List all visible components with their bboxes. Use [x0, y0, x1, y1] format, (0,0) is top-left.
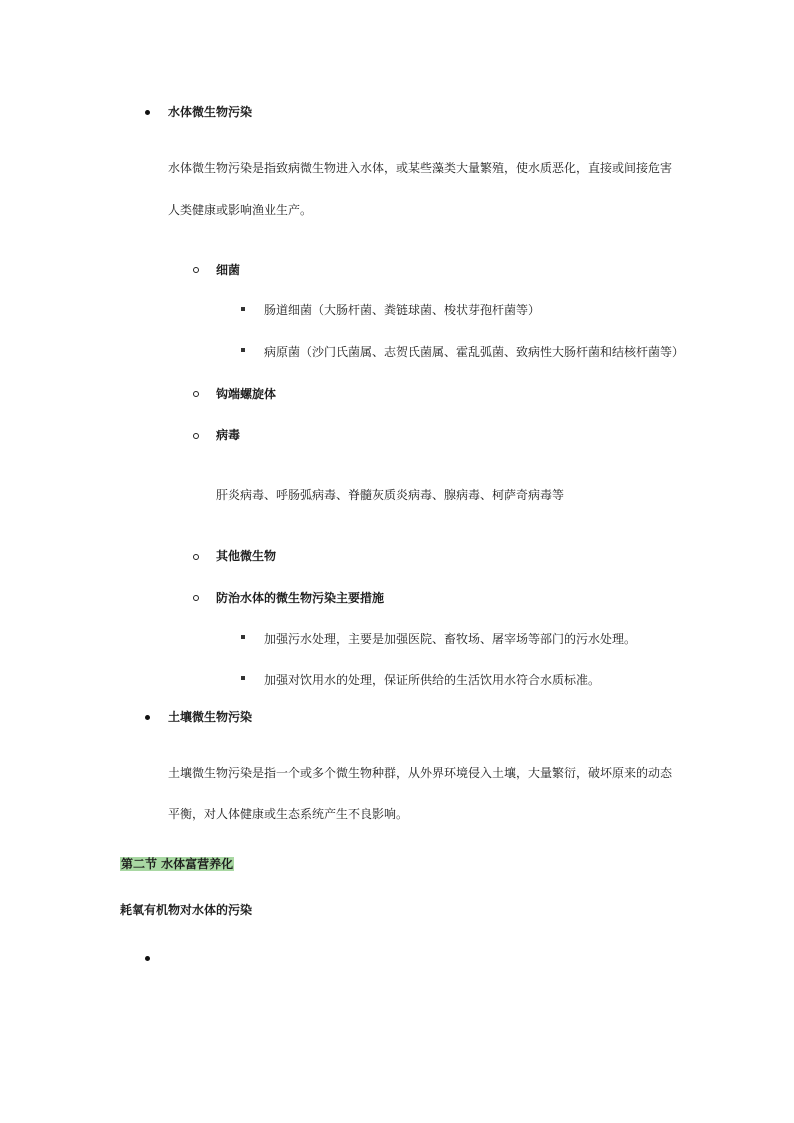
bullet-disc-icon: [145, 110, 150, 115]
item-measures: 防治水体的微生物污染主要措施: [216, 591, 385, 605]
list-item: 病原菌（沙门氏菌属、志贺氏菌属、霍乱弧菌、致病性大肠杆菌和结核杆菌等）: [264, 345, 685, 359]
item-virus: 病毒: [216, 428, 241, 442]
paragraph-line: 水体微生物污染是指致病微生物进入水体，或某些藻类大量繁殖，使水质恶化，直接或间接危害: [168, 161, 673, 175]
paragraph-line: 平衡，对人体健康或生态系统产生不良影响。: [168, 807, 409, 821]
heading-soil-microbial-pollution: 土壤微生物污染: [168, 710, 253, 724]
bullet-circle-icon: [193, 267, 199, 273]
bullet-circle-icon: [193, 595, 199, 601]
paragraph-line: 土壤微生物污染是指一个或多个微生物种群，从外界环境侵入土壤，大量繁衍，破坏原来的动态: [168, 766, 673, 780]
item-other-microbes: 其他微生物: [216, 549, 277, 563]
bullet-disc-icon: [145, 715, 150, 720]
section-title-text: 第二节 水体富营养化: [121, 857, 234, 871]
bullet-square-icon: [241, 635, 245, 639]
bullet-square-icon: [241, 348, 245, 352]
heading-water-microbial-pollution: 水体微生物污染: [168, 105, 253, 119]
paragraph-line: 人类健康或影响渔业生产。: [168, 203, 313, 217]
list-item: 加强对饮用水的处理，保证所供给的生活饮用水符合水质标准。: [264, 673, 601, 687]
bullet-square-icon: [241, 307, 245, 311]
bullet-circle-icon: [193, 433, 199, 439]
bullet-disc-icon: [145, 956, 150, 961]
bullet-circle-icon: [193, 391, 199, 397]
list-item: 肠道细菌（大肠杆菌、粪链球菌、梭状芽孢杆菌等）: [264, 303, 541, 317]
bullet-circle-icon: [193, 554, 199, 560]
subheading: 耗氧有机物对水体的污染: [120, 903, 253, 917]
section-title: [120, 856, 234, 872]
virus-description: 肝炎病毒、呼肠弧病毒、脊髓灰质炎病毒、腺病毒、柯萨奇病毒等: [216, 488, 565, 502]
item-spirochete: 钩端螺旋体: [216, 387, 277, 401]
bullet-square-icon: [241, 676, 245, 680]
item-bacteria: 细菌: [216, 263, 241, 277]
list-item: 加强污水处理，主要是加强医院、畜牧场、屠宰场等部门的污水处理。: [264, 632, 637, 646]
